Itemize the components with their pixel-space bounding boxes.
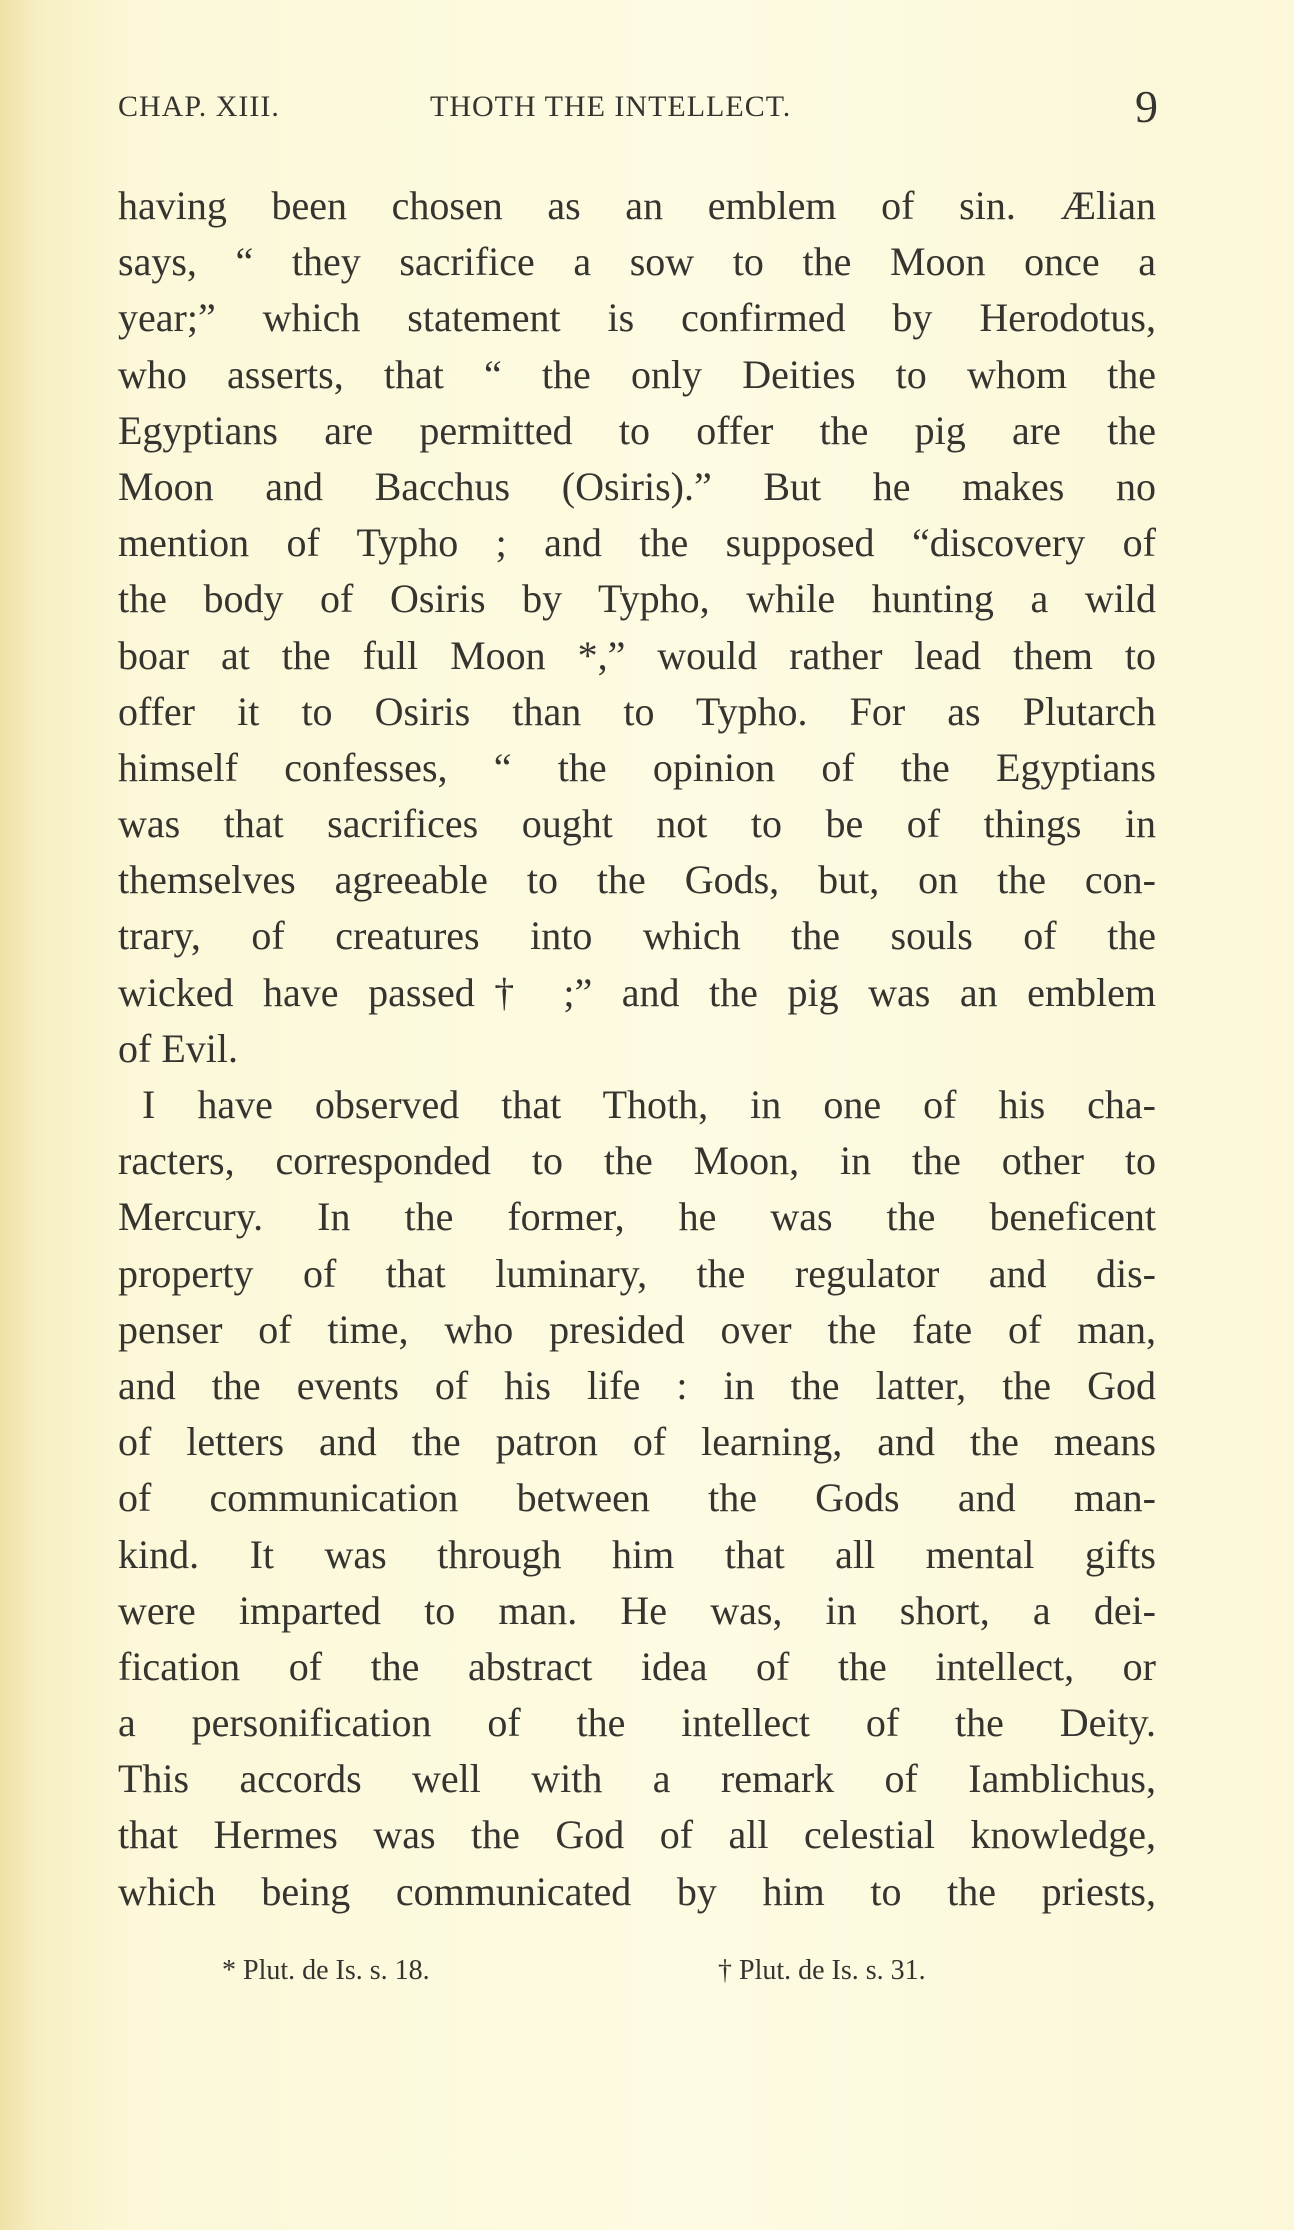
running-header [118,81,1158,132]
text-line: boar at the full Moon *,” would rather lead them to [118,632,1156,678]
text-line: of letters and the patron of learning, and the means [118,1419,1156,1465]
text-line: was that sacrifices ought not to be of things in [118,801,1156,847]
chapter-label: CHAP. XIII. [118,90,280,123]
text-line: the body of Osiris by Typho, while hunting a wild [118,576,1156,622]
text-line: penser of time, who presided over the fate of man, [118,1306,1156,1352]
text-line: trary, of creatures into which the souls of the [118,913,1156,959]
text-line: were imparted to man. He was, in short, a dei- [118,1587,1156,1633]
body-text [118,178,1156,1920]
text-line: which being communicated by him to the priests, [118,1868,1156,1914]
text-line: property of that luminary, the regulator and dis- [118,1250,1156,1296]
running-title: THOTH THE INTELLECT. [430,90,792,123]
text-line: a personification of the intellect of the Deity. [118,1700,1156,1746]
text-line: year;” which statement is confirmed by Herodotus, [118,295,1156,341]
text-line: offer it to Osiris than to Typho. For as Plutarch [118,688,1156,734]
text-line: and the events of his life : in the latter, the God [118,1362,1156,1408]
text-line: of Evil. [118,1025,238,1071]
text-line: racters, corresponded to the Moon, in the other to [118,1138,1156,1184]
footnote-1: * Plut. de Is. s. 18. [222,1955,430,1986]
text-line: says, “ they sacrifice a sow to the Moon once a [118,239,1156,285]
text-line: having been chosen as an emblem of sin. Ælian [118,183,1156,228]
text-line: I have observed that Thoth, in one of his cha- [142,1082,1156,1127]
text-line: This accords well with a remark of Iamblichus, [118,1756,1156,1802]
text-line: that Hermes was the God of all celestial knowledge, [118,1812,1156,1858]
text-line: mention of Typho ; and the supposed “discovery of [118,520,1156,566]
text-line: themselves agreeable to the Gods, but, on the con- [118,857,1156,903]
text-line: Moon and Bacchus (Osiris).” But he makes no [118,463,1156,509]
text-line: of communication between the Gods and man- [118,1475,1156,1521]
text-line: himself confesses, “ the opinion of the Egyptians [118,744,1156,790]
text-line: who asserts, that “ the only Deities to whom the [118,351,1156,397]
footnote-2: † Plut. de Is. s. 31. [718,1955,926,1986]
text-line: Egyptians are permitted to offer the pig are the [118,407,1156,453]
text-line: kind. It was through him that all mental gifts [118,1531,1156,1577]
text-line: Mercury. In the former, he was the beneficent [118,1194,1156,1240]
text-line: fication of the abstract idea of the intellect, or [118,1643,1156,1689]
text-line: wicked have passed† ;” and the pig was an emblem [118,969,1156,1015]
page-number: 9 [1135,81,1158,132]
